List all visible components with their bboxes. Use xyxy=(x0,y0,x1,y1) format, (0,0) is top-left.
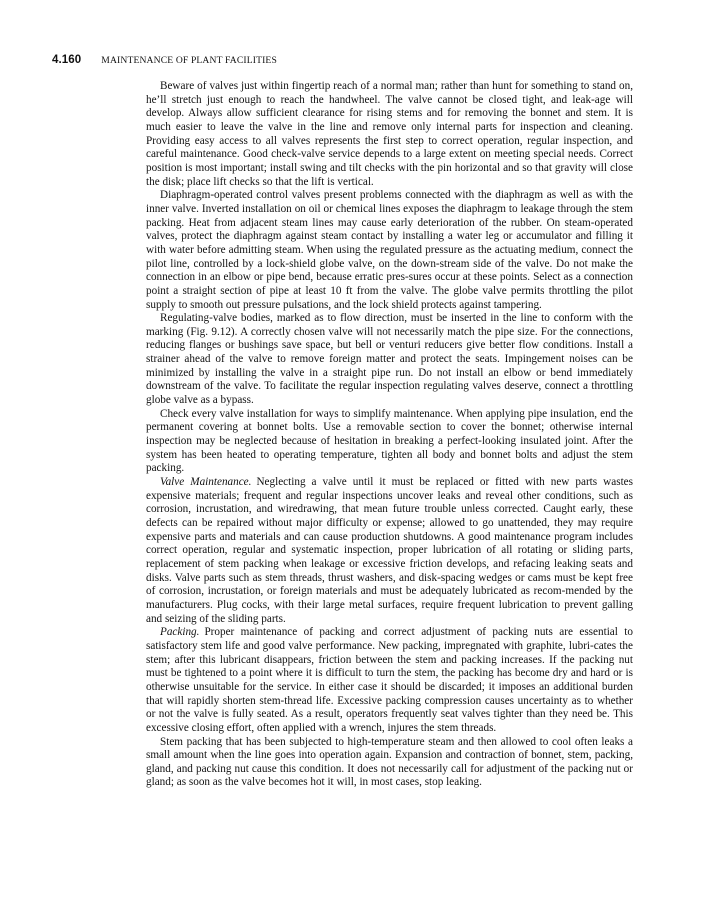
paragraph-text: Stem packing that has been subjected to high-temperature steam and then allowed to cool often leaks a small amount when the line goes into operation again. Expansion and contraction of bonnet, stem, packing, gland, and packing nut cause this condition. It does not necessarily call for adjustment of the packing nut or gland; as soon as the valve becomes hot it will, in most cases, stop leaking. xyxy=(146,735,633,789)
page-number: 4.160 xyxy=(52,54,82,66)
paragraph-text: Proper maintenance of packing and correct adjustment of packing nuts are essential to satisfactory stem life and good valve performance. New packing, impregnated with graphite, lubri-cates the stem; after this lubricant disappears, friction between the stem and packing increases. If the packing nut must be tightened to a point where it is difficult to turn the stem, the packing has become dry and hard or is otherwise unsuitable for the service. In either case it should be discarded; it imposes an additional burden that will rapidly shorten stem-thread life. Excessive packing compression causes uncertainty as to whether or not the valve is fully seated. As a result, operators frequently seat valves tighter than they need be. This excessive closing effort, often applied with a wrench, injures the stem threads. xyxy=(146,626,633,734)
paragraph xyxy=(146,189,633,312)
running-head xyxy=(52,52,672,66)
paragraph-text: Check every valve installation for ways to simplify maintenance. When applying pipe insulation, end the permanent covering at bonnet bolts. Use a removable section to cover the bonnet; otherwise internal inspection may be neglected because of hesitation in breaking a perfect-looking insulated joint. After the system has been heated to operating temperature, tighten all body and bonnet bolts and adjust the stem packing. xyxy=(146,407,633,475)
run-in-heading: Packing. xyxy=(160,626,200,639)
paragraph xyxy=(146,80,633,189)
paragraph-text: Regulating-valve bodies, marked as to flow direction, must be inserted in the line to conform with the marking (Fig. 9.12). A correctly chosen valve will not necessarily match the pipe size. For the connections, reducing flanges or bushings save space, but bell or venturi reducers give better flow conditions. Install a strainer ahead of the valve to remove foreign matter and protect the seats. Impingement noises can be minimized by installing the valve in a straight pipe run. Do not install an elbow or bend immediately downstream of the valve. To facilitate the regular inspection regulating valves deserve, connect a throttling globe valve as a bypass. xyxy=(146,312,633,407)
paragraph-packing xyxy=(146,626,633,735)
paragraph-text: Diaphragm-operated control valves present problems connected with the diaphragm as well as with the inner valve. Inverted installation on oil or chemical lines exposes the diaphragm to leakage through the stem packing. Heat from adjacent steam lines may cause early deterioration of the rubber. On steam-operated valves, protect the diaphragm against steam contact by installing a water leg or accumulator and filling it with water before admitting steam. When using the regulated pressure as the actuating medium, connect the pilot line, controlled by a lock-shield globe valve, on the down-stream side of the valve. Do not make the connection in an elbow or pipe bend, because erratic pres-sures occur at these points. Select as a connection point a straight section of pipe at least 10 ft from the valve. The globe valve permits throttling the pilot supply to smooth out pressure pulsations, and the lock shield protects against tampering. xyxy=(146,189,633,311)
paragraph-valve-maintenance xyxy=(146,476,633,626)
paragraph-text: Beware of valves just within fingertip reach of a normal man; rather than hunt for something to stand on, he’ll stretch just enough to reach the handwheel. The valve cannot be closed tight, and leak-age will develop. Always allow sufficient clearance for rising stems and for removing the bonnet and stem. It is much easier to leave the valve in the line and remove only internal parts for inspection and cleaning. Providing easy access to all valves represents the first step to correct operation, regular inspection, and careful maintenance. Good check-valve service depends to a large extent on meeting special needs. Correct position is most important; install swing and tilt checks with the pin horizontal and so that gravity will close the disk; place lift checks so that the lift is vertical. xyxy=(146,80,633,188)
paragraph xyxy=(146,736,633,791)
paragraph-text: Neglecting a valve until it must be replaced or fitted with new parts wastes expensive materials; frequent and regular inspections uncover leaks and reveal other conditions, such as corrosion, incrustation, and wiredrawing, that mean future trouble unless corrected. Caught early, these defects can be repaired without major difficulty or expense; allowed to go unattended, they may require expensive parts and materials and can cause production shutdowns. A good maintenance program includes correct operation, regular and systematic inspection, proper lubrication of all rotating or sliding parts, replacement of stem packing when leakage or excessive friction develops, and refacing leaking seats and disks. Valve parts such as stem threads, thrust washers, and disk-spacing wedges or cams must be kept free of corrosion, incrustation, or foreign materials and must be adequately lubricated as recom-mended by the manufacturers. Plug cocks, with their large metal surfaces, require frequent lubrication to prevent galling and seizing of the sliding parts. xyxy=(146,476,633,625)
run-in-heading: Valve Maintenance. xyxy=(160,476,252,489)
paragraph xyxy=(146,408,633,476)
paragraph xyxy=(146,312,633,408)
body-text xyxy=(146,80,633,790)
section-title: MAINTENANCE OF PLANT FACILITIES xyxy=(101,55,277,66)
